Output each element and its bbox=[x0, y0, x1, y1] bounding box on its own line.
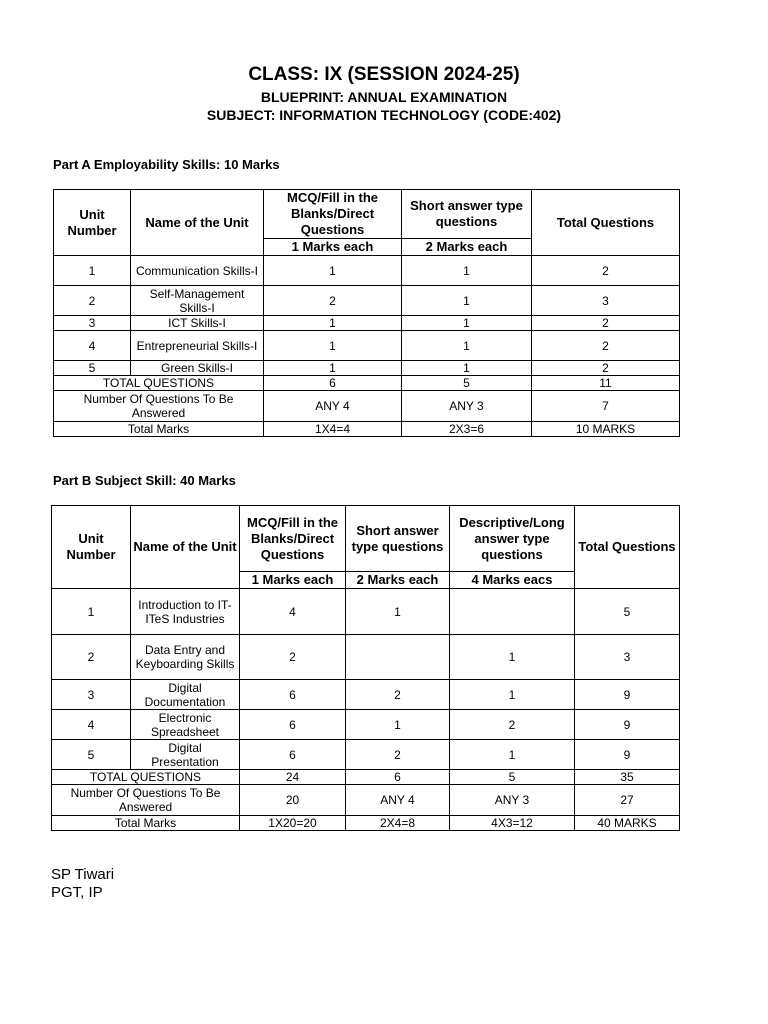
unit-name: Entrepreneurial Skills-I bbox=[131, 331, 264, 361]
part-b-heading: Part B Subject Skill: 40 Marks bbox=[53, 473, 236, 488]
header-short: Short answer type questions bbox=[346, 506, 450, 572]
header-short-marks: 2 Marks each bbox=[346, 572, 450, 589]
total-count: 9 bbox=[575, 710, 680, 740]
short-count: 6 bbox=[346, 770, 450, 785]
header-unit-name: Name of the Unit bbox=[131, 190, 264, 256]
short-count: 2 bbox=[346, 680, 450, 710]
table-row bbox=[52, 635, 680, 680]
table-row bbox=[54, 361, 680, 376]
unit-number: 2 bbox=[54, 286, 131, 316]
document-subtitle: BLUEPRINT: ANNUAL EXAMINATION bbox=[260, 89, 508, 105]
unit-number: 3 bbox=[52, 680, 131, 710]
header-unit-number: Unit Number bbox=[52, 506, 131, 589]
table-row bbox=[52, 740, 680, 770]
total-count: 5 bbox=[575, 589, 680, 635]
table-row bbox=[54, 316, 680, 331]
short-count: 1 bbox=[402, 256, 532, 286]
total-marks: 10 MARKS bbox=[532, 422, 680, 437]
mcq-count: 1 bbox=[264, 256, 402, 286]
short-count: 1 bbox=[346, 710, 450, 740]
short-count: 5 bbox=[402, 376, 532, 391]
mcq-count: 6 bbox=[240, 740, 346, 770]
table-row bbox=[52, 710, 680, 740]
short-marks: 2X4=8 bbox=[346, 816, 450, 831]
long-count: 1 bbox=[450, 680, 575, 710]
unit-name: Digital Presentation bbox=[131, 740, 240, 770]
signatory-designation: PGT, IP bbox=[51, 884, 103, 901]
total-questions-row bbox=[52, 770, 680, 785]
short-count: ANY 3 bbox=[402, 391, 532, 422]
unit-number: 3 bbox=[54, 316, 131, 331]
long-count bbox=[450, 589, 575, 635]
long-count: 2 bbox=[450, 710, 575, 740]
mcq-count: 6 bbox=[240, 710, 346, 740]
header-short: Short answer type questions bbox=[402, 190, 532, 239]
table-row bbox=[54, 286, 680, 316]
questions-to-answer-label: Number Of Questions To Be Answered bbox=[52, 785, 240, 816]
unit-number: 5 bbox=[52, 740, 131, 770]
part-b-table bbox=[51, 505, 680, 831]
total-marks-label: Total Marks bbox=[52, 816, 240, 831]
header-unit-number: Unit Number bbox=[54, 190, 131, 256]
long-count: 5 bbox=[450, 770, 575, 785]
long-count: ANY 3 bbox=[450, 785, 575, 816]
mcq-count: 20 bbox=[240, 785, 346, 816]
mcq-count: 2 bbox=[264, 286, 402, 316]
unit-name: Green Skills-I bbox=[131, 361, 264, 376]
table-row bbox=[52, 589, 680, 635]
total-count: 9 bbox=[575, 680, 680, 710]
unit-number: 1 bbox=[52, 589, 131, 635]
mcq-count: 1 bbox=[264, 331, 402, 361]
total-count: 11 bbox=[532, 376, 680, 391]
table-row bbox=[52, 680, 680, 710]
total-count: 7 bbox=[532, 391, 680, 422]
part-a-heading: Part A Employability Skills: 10 Marks bbox=[53, 157, 280, 172]
subject-line: SUBJECT: INFORMATION TECHNOLOGY (CODE:402) bbox=[206, 107, 562, 123]
part-a-table bbox=[53, 189, 680, 437]
mcq-marks: 1X20=20 bbox=[240, 816, 346, 831]
long-count: 1 bbox=[450, 635, 575, 680]
unit-number: 4 bbox=[54, 331, 131, 361]
total-count: 3 bbox=[575, 635, 680, 680]
unit-number: 4 bbox=[52, 710, 131, 740]
mcq-count: 24 bbox=[240, 770, 346, 785]
total-count: 3 bbox=[532, 286, 680, 316]
short-count: 1 bbox=[402, 286, 532, 316]
mcq-marks: 1X4=4 bbox=[264, 422, 402, 437]
short-marks: 2X3=6 bbox=[402, 422, 532, 437]
long-count: 1 bbox=[450, 740, 575, 770]
mcq-count: ANY 4 bbox=[264, 391, 402, 422]
total-questions-label: TOTAL QUESTIONS bbox=[52, 770, 240, 785]
total-count: 2 bbox=[532, 361, 680, 376]
total-count: 9 bbox=[575, 740, 680, 770]
mcq-count: 6 bbox=[240, 680, 346, 710]
header-mcq-marks: 1 Marks each bbox=[264, 239, 402, 256]
total-count: 2 bbox=[532, 316, 680, 331]
signatory-name: SP Tiwari bbox=[51, 866, 115, 883]
unit-name: Communication Skills-I bbox=[131, 256, 264, 286]
short-count bbox=[346, 635, 450, 680]
questions-to-answer-row bbox=[54, 391, 680, 422]
unit-name: Data Entry and Keyboarding Skills bbox=[131, 635, 240, 680]
header-unit-name: Name of the Unit bbox=[131, 506, 240, 589]
short-count: ANY 4 bbox=[346, 785, 450, 816]
unit-name: Digital Documentation bbox=[131, 680, 240, 710]
mcq-count: 1 bbox=[264, 316, 402, 331]
unit-name: Introduction to IT-ITeS Industries bbox=[131, 589, 240, 635]
header-mcq: MCQ/Fill in the Blanks/Direct Questions bbox=[240, 506, 346, 572]
header-long-marks: 4 Marks eacs bbox=[450, 572, 575, 589]
total-count: 27 bbox=[575, 785, 680, 816]
mcq-count: 2 bbox=[240, 635, 346, 680]
mcq-count: 1 bbox=[264, 361, 402, 376]
document-title: CLASS: IX (SESSION 2024-25) bbox=[248, 64, 520, 85]
header-mcq: MCQ/Fill in the Blanks/Direct Questions bbox=[264, 190, 402, 239]
total-marks: 40 MARKS bbox=[575, 816, 680, 831]
total-count: 2 bbox=[532, 331, 680, 361]
short-count: 1 bbox=[402, 316, 532, 331]
unit-name: ICT Skills-I bbox=[131, 316, 264, 331]
total-marks-row bbox=[54, 422, 680, 437]
mcq-count: 4 bbox=[240, 589, 346, 635]
table-row bbox=[54, 331, 680, 361]
unit-number: 5 bbox=[54, 361, 131, 376]
header-mcq-marks: 1 Marks each bbox=[240, 572, 346, 589]
questions-to-answer-label: Number Of Questions To Be Answered bbox=[54, 391, 264, 422]
questions-to-answer-row bbox=[52, 785, 680, 816]
long-marks: 4X3=12 bbox=[450, 816, 575, 831]
header-total: Total Questions bbox=[532, 190, 680, 256]
table-row bbox=[54, 256, 680, 286]
total-questions-row bbox=[54, 376, 680, 391]
total-count: 35 bbox=[575, 770, 680, 785]
total-marks-row bbox=[52, 816, 680, 831]
short-count: 2 bbox=[346, 740, 450, 770]
unit-name: Electronic Spreadsheet bbox=[131, 710, 240, 740]
short-count: 1 bbox=[402, 361, 532, 376]
total-count: 2 bbox=[532, 256, 680, 286]
mcq-count: 6 bbox=[264, 376, 402, 391]
unit-number: 2 bbox=[52, 635, 131, 680]
unit-number: 1 bbox=[54, 256, 131, 286]
short-count: 1 bbox=[402, 331, 532, 361]
header-long: Descriptive/Long answer type questions bbox=[450, 506, 575, 572]
header-total: Total Questions bbox=[575, 506, 680, 589]
short-count: 1 bbox=[346, 589, 450, 635]
header-short-marks: 2 Marks each bbox=[402, 239, 532, 256]
unit-name: Self-Management Skills-I bbox=[131, 286, 264, 316]
total-questions-label: TOTAL QUESTIONS bbox=[54, 376, 264, 391]
total-marks-label: Total Marks bbox=[54, 422, 264, 437]
